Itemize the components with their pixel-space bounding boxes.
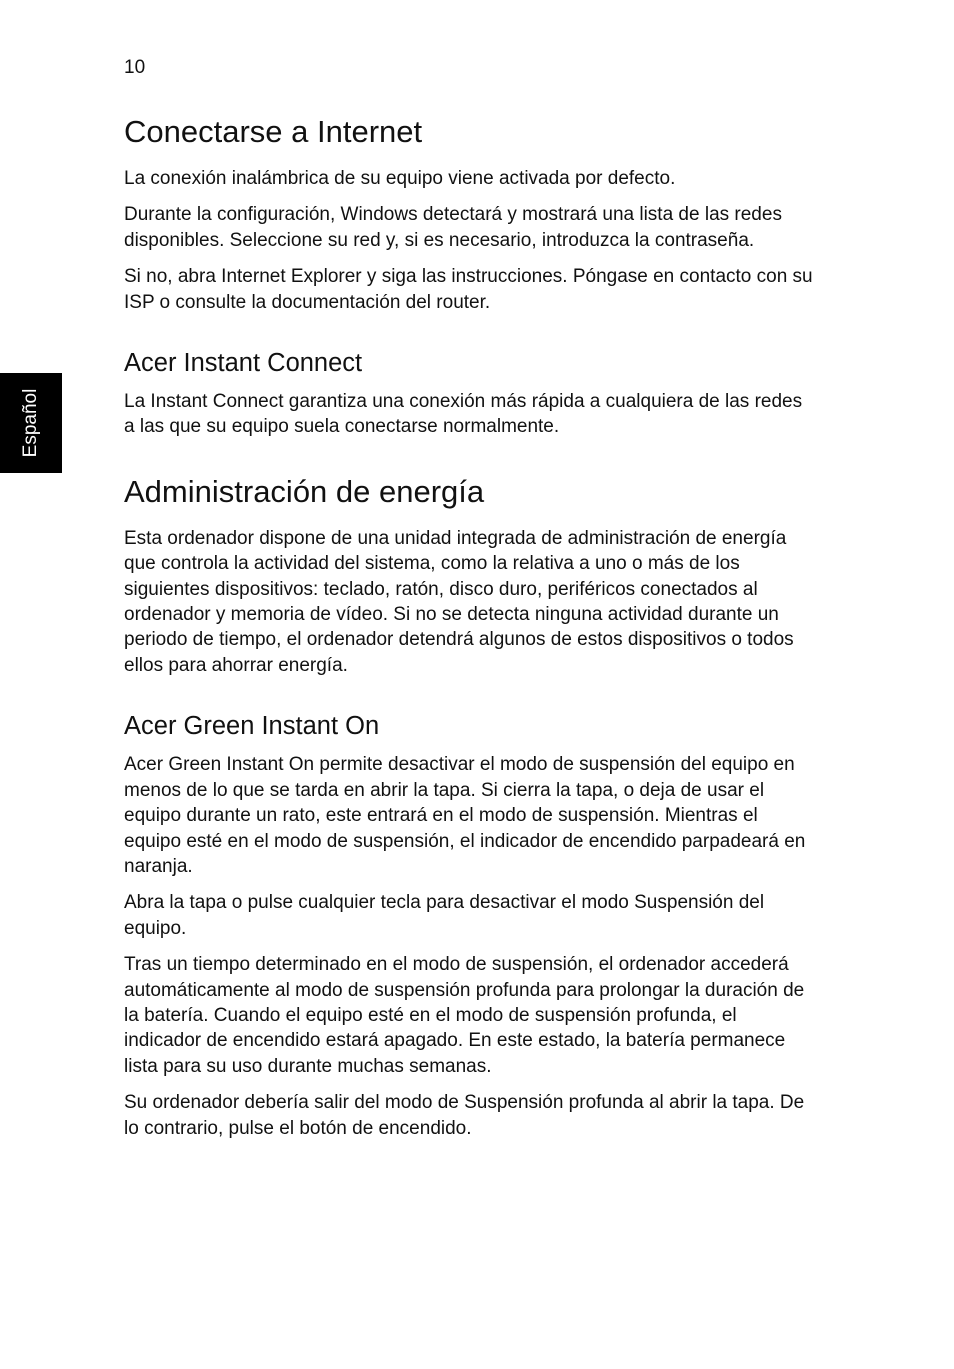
paragraph: Abra la tapa o pulse cualquier tecla para desactivar el modo Suspensión del equipo. xyxy=(124,892,765,939)
page-number: 10 xyxy=(124,57,146,78)
section-internet xyxy=(124,112,814,315)
heading-power: Administración de energía xyxy=(124,473,485,509)
heading-internet: Conectarse a Internet xyxy=(124,114,423,149)
section-instant-connect xyxy=(124,347,814,440)
heading-instant-connect: Acer Instant Connect xyxy=(124,349,363,378)
paragraph: Su ordenador debería salir del modo de Suspensión profunda al abrir la tapa. De lo contrario, pulse el botón de encendido. xyxy=(124,1092,805,1139)
paragraph: La conexión inalámbrica de su equipo viene activada por defecto. xyxy=(124,168,676,189)
section-green-instant-on xyxy=(124,710,814,1141)
language-side-tab-label: Español xyxy=(20,388,41,458)
page-content xyxy=(124,112,814,1152)
paragraph: Durante la configuración, Windows detectará y mostrará una lista de las redes disponibles. Seleccione su red y, si es necesario, introduzca la contraseña. xyxy=(124,204,782,251)
paragraph: Si no, abra Internet Explorer y siga las instrucciones. Póngase en contacto con su ISP o consulte la documentación del router. xyxy=(124,266,813,313)
paragraph: Tras un tiempo determinado en el modo de suspensión, el ordenador accederá automáticamente al modo de suspensión profunda para prolongar la duración de la batería. Cuando el equipo esté en el modo de suspensión profunda, el indicador de encendido estará apagado. En este estado, la batería permanece lista para su uso durante muchas semanas. xyxy=(124,954,805,1077)
paragraph: Acer Green Instant On permite desactivar el modo de suspensión del equipo en menos de lo que se tarda en abrir la tapa. Si cierra la tapa, o deja de usar el equipo durante un rato, este entrará en el modo de suspensión. Mientras el equipo esté en el modo de suspensión, el indicador de encendido parpadeará en naranja. xyxy=(124,754,806,877)
paragraph: La Instant Connect garantiza una conexión más rápida a cualquiera de las redes a las que su equipo suela conectarse normalmente. xyxy=(124,391,803,438)
paragraph: Esta ordenador dispone de una unidad integrada de administración de energía que controla la actividad del sistema, como la relativa a uno o más de los siguientes dispositivos: teclado, ratón, disco duro, periféricos conectados al ordenador y memoria de vídeo. Si no se detecta ninguna actividad durante un periodo de tiempo, el ordenador detendrá algunos de estos dispositivos o todos ellos para ahorrar energía. xyxy=(124,527,794,676)
language-side-tab xyxy=(0,373,62,473)
section-power xyxy=(124,472,814,678)
heading-green-instant-on: Acer Green Instant On xyxy=(124,712,380,741)
